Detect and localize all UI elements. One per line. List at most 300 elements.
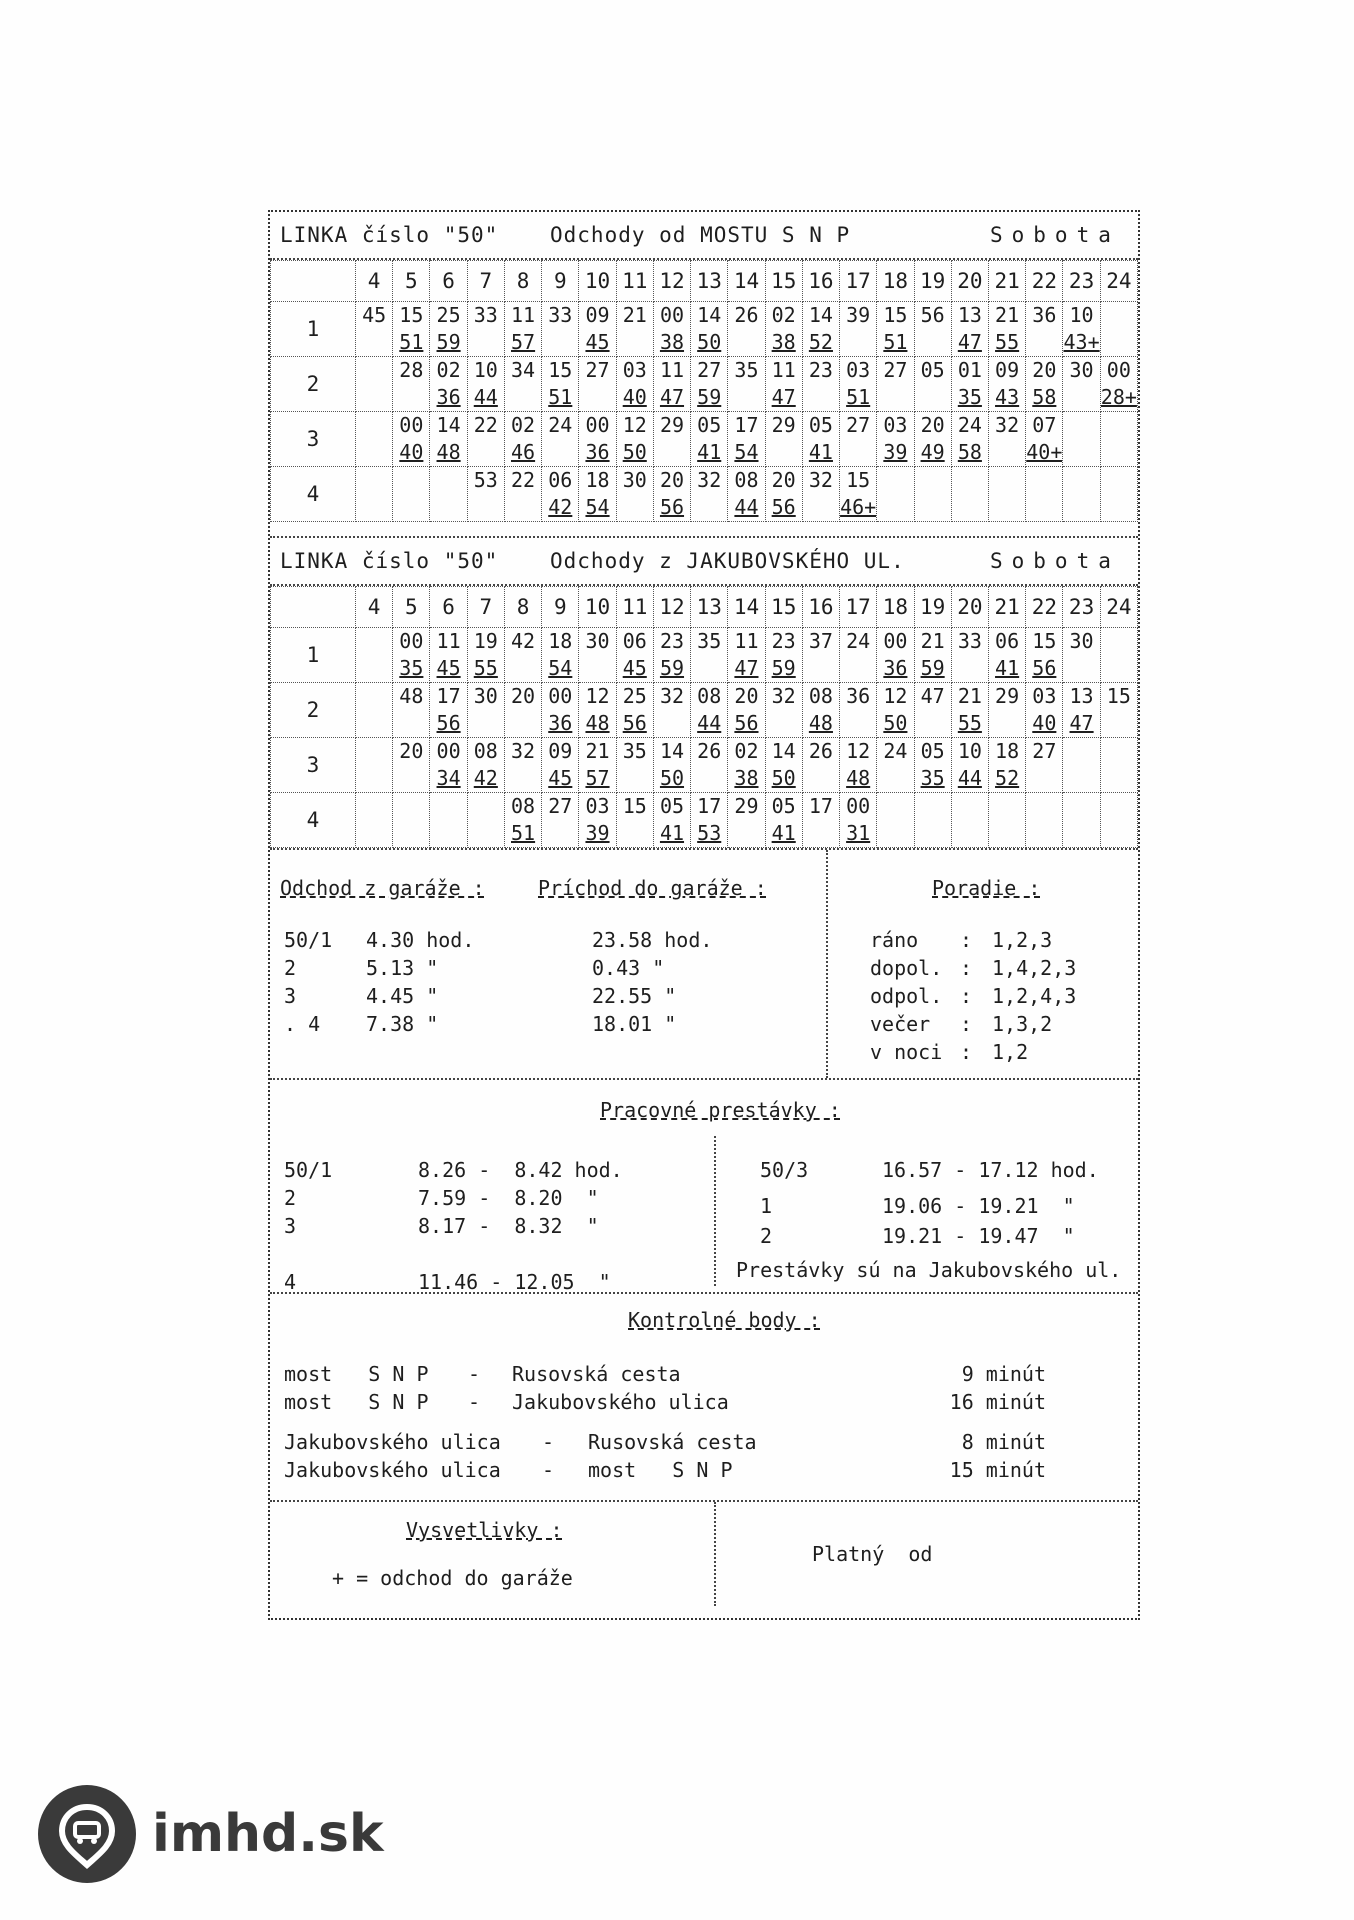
minute-first: 13 — [1069, 684, 1094, 708]
minute-second: 44 — [697, 711, 722, 735]
minute-second — [393, 494, 429, 521]
direction-label: Odchody z JAKUBOVSKÉHO UL. — [550, 549, 905, 573]
minute-first: 29 — [995, 684, 1020, 708]
departure-cell — [951, 357, 988, 412]
vehicle-row — [271, 467, 1138, 522]
break-vehicle: 3 — [284, 1214, 297, 1238]
departure-cell — [504, 793, 541, 848]
departure-cell — [1100, 467, 1137, 522]
minute-second — [952, 494, 988, 521]
minute-first — [1063, 467, 1099, 494]
vehicle-number: 2 — [271, 683, 356, 738]
hour-header: 8 — [504, 261, 541, 302]
minute-first: 11 — [734, 629, 759, 653]
minute-second: 40 — [1032, 711, 1057, 735]
departure-cell — [728, 628, 765, 683]
hour-header: 14 — [728, 587, 765, 628]
order-value: 1,2,3 — [992, 928, 1053, 952]
departure-cell — [616, 302, 653, 357]
hour-header: 20 — [951, 261, 988, 302]
departure-cell — [728, 357, 765, 412]
departure-cell — [504, 738, 541, 793]
minute-first — [356, 738, 392, 765]
minute-first: 56 — [920, 303, 945, 327]
minute-first: 10 — [957, 739, 982, 763]
minute-first: 01 — [957, 358, 982, 382]
departure-cell — [728, 302, 765, 357]
hour-header: 7 — [467, 261, 504, 302]
minute-first: 20 — [399, 739, 424, 763]
minute-first: 26 — [808, 739, 833, 763]
departure-cell — [802, 738, 839, 793]
departure-cell — [840, 357, 877, 412]
minute-second — [691, 655, 727, 682]
minute-second: 48 — [585, 711, 610, 735]
departure-cell — [356, 412, 393, 467]
departure-cell — [840, 738, 877, 793]
departure-cell — [691, 628, 728, 683]
minute-second: 42 — [473, 766, 498, 790]
order-time-of-day: dopol. — [870, 956, 943, 980]
departure-cell — [356, 793, 393, 848]
minute-first: 08 — [511, 794, 536, 818]
minute-first — [1063, 738, 1099, 765]
minute-first: 53 — [473, 468, 498, 492]
minute-first: 03 — [883, 413, 908, 437]
minute-first — [468, 793, 504, 820]
hour-header: 16 — [802, 587, 839, 628]
minute-first — [356, 628, 392, 655]
departure-cell — [467, 683, 504, 738]
departure-cell — [1026, 357, 1063, 412]
order-time-of-day: odpol. — [870, 984, 943, 1008]
minute-first: 05 — [808, 413, 833, 437]
departure-cell — [840, 683, 877, 738]
minute-second: 45 — [548, 766, 573, 790]
minute-first: 06 — [548, 468, 573, 492]
departure-cell — [691, 467, 728, 522]
departure-cell — [504, 467, 541, 522]
departure-cell — [914, 793, 951, 848]
departure-cell — [914, 412, 951, 467]
minute-second — [356, 820, 392, 847]
minute-first: 24 — [957, 413, 982, 437]
departure-cell — [877, 738, 914, 793]
minute-first: 00 — [846, 794, 871, 818]
minute-second — [803, 655, 839, 682]
minute-first: 35 — [622, 739, 647, 763]
minute-first: 23 — [659, 629, 685, 653]
departure-cell — [951, 738, 988, 793]
departure-cell — [542, 467, 579, 522]
departure-cell — [542, 793, 579, 848]
breaks-section — [270, 1078, 1138, 1292]
departure-cell — [653, 793, 690, 848]
minute-second: 56 — [1032, 656, 1057, 680]
bus-pin-icon — [38, 1785, 136, 1883]
departure-cell — [765, 628, 802, 683]
hours-row — [271, 261, 1138, 302]
departure-cell — [840, 793, 877, 848]
departure-cell — [1063, 302, 1100, 357]
minute-first: 28 — [399, 358, 424, 382]
departure-cell — [988, 738, 1025, 793]
hour-header: 4 — [356, 261, 393, 302]
departure-cell — [430, 467, 467, 522]
line-title: LINKA číslo "50" — [280, 549, 499, 573]
timetable-header-2 — [270, 538, 1138, 586]
minute-second: 58 — [1032, 385, 1057, 409]
departure-cell — [1063, 628, 1100, 683]
minute-second — [542, 329, 578, 356]
minute-first: 36 — [846, 684, 871, 708]
departures-table-most-snp — [270, 260, 1138, 522]
hour-header: 10 — [579, 261, 616, 302]
minute-second — [1063, 384, 1099, 411]
minute-first: 18 — [585, 468, 610, 492]
minute-first: 00 — [399, 629, 424, 653]
minute-second — [1063, 439, 1099, 466]
minute-second — [989, 820, 1025, 847]
departure-cell — [1100, 357, 1137, 412]
break-vehicle: 2 — [284, 1186, 297, 1210]
checkpoint-duration: 15 minút — [949, 1458, 1046, 1482]
minute-first: 12 — [846, 739, 871, 763]
legend-item: + = odchod do garáže — [332, 1566, 573, 1590]
minute-first: 19 — [473, 629, 498, 653]
minute-second — [505, 494, 541, 521]
minute-second — [989, 494, 1025, 521]
departure-cell — [579, 412, 616, 467]
minute-first: 00 — [1106, 358, 1131, 382]
departure-cell — [988, 683, 1025, 738]
departure-cell — [765, 793, 802, 848]
departure-cell — [988, 467, 1025, 522]
garage-in-time: 0.43 " — [592, 956, 665, 980]
hour-header: 15 — [765, 261, 802, 302]
minute-second — [840, 439, 876, 466]
minute-second — [430, 820, 466, 847]
minute-second — [468, 439, 504, 466]
minute-second — [579, 655, 615, 682]
departure-cell — [914, 357, 951, 412]
minute-second — [1063, 765, 1099, 792]
minute-second: 51 — [399, 330, 424, 354]
minute-second — [1026, 494, 1062, 521]
hour-header: 16 — [802, 261, 839, 302]
minute-first — [356, 467, 392, 494]
minute-first — [430, 467, 466, 494]
departure-cell — [914, 738, 951, 793]
minute-second — [356, 494, 392, 521]
minute-first: 18 — [995, 739, 1020, 763]
departure-cell — [616, 628, 653, 683]
minute-second: 51 — [846, 385, 871, 409]
hour-header: 13 — [691, 587, 728, 628]
minute-second: 59 — [436, 330, 461, 354]
minute-second — [1063, 820, 1099, 847]
vehicle-number: 1 — [271, 628, 356, 683]
departure-cell — [504, 302, 541, 357]
hour-header: 6 — [430, 587, 467, 628]
minute-first: 11 — [771, 358, 796, 382]
minute-second — [356, 439, 392, 466]
checkpoint-dash: - — [468, 1362, 481, 1386]
minute-first: 07 — [1032, 413, 1057, 437]
departure-cell — [877, 357, 914, 412]
break-vehicle: 1 — [760, 1194, 773, 1218]
minute-first: 13 — [957, 303, 982, 327]
departure-cell — [653, 302, 690, 357]
hour-header: 12 — [653, 587, 690, 628]
minute-second: 50 — [883, 711, 908, 735]
hour-header: 21 — [988, 587, 1025, 628]
minute-second — [877, 494, 913, 521]
minute-second: 36 — [548, 711, 573, 735]
departure-cell — [765, 683, 802, 738]
minute-first: 05 — [697, 413, 722, 437]
minute-second: 43 — [995, 385, 1020, 409]
corner-cell — [271, 261, 356, 302]
minute-second — [356, 765, 392, 792]
minute-first: 25 — [622, 684, 647, 708]
minute-first: 15 — [883, 303, 908, 327]
break-time: 16.57 - 17.12 hod. — [882, 1158, 1099, 1182]
hour-header: 14 — [728, 261, 765, 302]
timetable-header-1 — [270, 212, 1138, 260]
minute-second: 59 — [771, 656, 796, 680]
direction-label: Odchody od MOSTU S N P — [550, 223, 851, 247]
departure-cell — [616, 683, 653, 738]
minute-second — [505, 710, 541, 737]
minute-second: 35 — [920, 766, 945, 790]
minute-second: 51 — [883, 330, 908, 354]
imhd-logo — [38, 1785, 384, 1883]
legend-section — [270, 1500, 1138, 1606]
minute-first: 22 — [511, 468, 536, 492]
departure-cell — [430, 412, 467, 467]
minute-second — [915, 820, 951, 847]
departure-cell — [504, 683, 541, 738]
minute-second: 35 — [399, 656, 424, 680]
vehicle-row — [271, 793, 1138, 848]
minute-second — [356, 384, 392, 411]
departure-cell — [542, 302, 579, 357]
order-separator: : — [960, 956, 973, 980]
minute-first: 06 — [622, 629, 647, 653]
minute-second: 41 — [995, 656, 1020, 680]
departure-cell — [840, 302, 877, 357]
departure-cell — [765, 412, 802, 467]
minute-second — [468, 494, 504, 521]
minute-second: 47 — [771, 385, 796, 409]
departure-cell — [728, 412, 765, 467]
minute-first: 00 — [883, 629, 908, 653]
minute-first: 27 — [1032, 739, 1057, 763]
minute-first: 24 — [883, 739, 908, 763]
minute-second — [877, 384, 913, 411]
minute-first: 22 — [473, 413, 498, 437]
minute-second — [393, 384, 429, 411]
minute-first: 21 — [920, 629, 945, 653]
minute-first: 20 — [1032, 358, 1057, 382]
hour-header: 19 — [914, 261, 951, 302]
minute-second — [1101, 494, 1137, 521]
divider — [270, 522, 1138, 538]
minute-first: 21 — [957, 684, 982, 708]
garage-out-title: Odchod z garáže : — [280, 876, 485, 900]
minute-second — [505, 765, 541, 792]
minute-second — [1063, 494, 1099, 521]
minute-second — [468, 820, 504, 847]
departure-cell — [765, 467, 802, 522]
garage-in-time: 22.55 " — [592, 984, 677, 1008]
hour-header: 23 — [1063, 261, 1100, 302]
departure-cell — [1100, 302, 1137, 357]
minute-second: 55 — [473, 656, 498, 680]
minute-first: 25 — [436, 303, 461, 327]
checkpoint-to: Rusovská cesta — [512, 1362, 681, 1386]
departure-cell — [1026, 467, 1063, 522]
departure-cell — [951, 793, 988, 848]
minute-second — [728, 329, 764, 356]
departure-cell — [877, 412, 914, 467]
minute-first: 08 — [734, 468, 759, 492]
vehicle-row — [271, 302, 1138, 357]
garage-in-title: Príchod do garáže : — [538, 876, 767, 900]
minute-first: 12 — [883, 684, 908, 708]
departure-cell — [653, 628, 690, 683]
departure-cell — [914, 302, 951, 357]
minute-first — [915, 793, 951, 820]
minute-second: 51 — [548, 385, 573, 409]
departure-cell — [542, 683, 579, 738]
minute-second — [952, 655, 988, 682]
departure-cell — [988, 302, 1025, 357]
minute-first: 21 — [995, 303, 1020, 327]
minute-first: 06 — [995, 629, 1020, 653]
minute-first: 05 — [920, 358, 945, 382]
corner-cell — [271, 587, 356, 628]
garage-out-time: 4.30 hod. — [366, 928, 475, 952]
minute-first: 35 — [697, 629, 722, 653]
vehicle-number: 4 — [271, 467, 356, 522]
minute-second: 51 — [511, 821, 536, 845]
checkpoint-from: Jakubovského ulica — [284, 1430, 501, 1454]
minute-first: 21 — [585, 739, 610, 763]
minute-first: 10 — [1069, 303, 1094, 327]
minute-second — [393, 710, 429, 737]
minute-second: 56 — [771, 495, 796, 519]
departure-cell — [1026, 793, 1063, 848]
departure-cell — [653, 738, 690, 793]
minute-first: 03 — [846, 358, 871, 382]
hour-header: 21 — [988, 261, 1025, 302]
departure-cell — [653, 412, 690, 467]
hour-header: 7 — [467, 587, 504, 628]
order-value: 1,4,2,3 — [992, 956, 1077, 980]
departure-cell — [616, 357, 653, 412]
departure-cell — [579, 302, 616, 357]
minute-second — [356, 329, 392, 356]
minute-second: 50 — [771, 766, 796, 790]
minute-first: 45 — [362, 303, 387, 327]
minute-second: 46+ — [840, 495, 877, 519]
minute-first: 30 — [585, 629, 610, 653]
hour-header: 19 — [914, 587, 951, 628]
minute-second — [356, 710, 392, 737]
departure-cell — [393, 357, 430, 412]
break-vehicle: 50/3 — [760, 1158, 809, 1182]
checkpoint-dash: - — [542, 1458, 555, 1482]
minute-second — [840, 655, 876, 682]
minute-first: 29 — [734, 794, 759, 818]
minute-second: 50 — [659, 766, 685, 790]
minute-first — [877, 793, 913, 820]
departure-cell — [951, 628, 988, 683]
departure-cell — [430, 793, 467, 848]
vehicle-row — [271, 412, 1138, 467]
minute-second — [1026, 820, 1062, 847]
minute-first: 08 — [697, 684, 722, 708]
minute-second — [617, 329, 653, 356]
order-time-of-day: večer — [870, 1012, 931, 1036]
minute-second — [468, 329, 504, 356]
minute-second: 47 — [734, 656, 759, 680]
minute-second: 38 — [659, 330, 685, 354]
departure-cell — [951, 467, 988, 522]
departure-cell — [504, 628, 541, 683]
hour-header: 24 — [1100, 261, 1137, 302]
minute-first: 30 — [622, 468, 647, 492]
departure-cell — [1063, 357, 1100, 412]
minute-first — [393, 467, 429, 494]
minute-first: 27 — [548, 794, 573, 818]
minute-first: 33 — [473, 303, 498, 327]
departure-cell — [579, 793, 616, 848]
departure-cell — [840, 412, 877, 467]
valid-from-label: Platný od — [812, 1542, 933, 1566]
departure-cell — [356, 738, 393, 793]
minute-second — [766, 439, 802, 466]
minute-second: 28+ — [1100, 385, 1137, 409]
minute-second: 31 — [846, 821, 871, 845]
departure-cell — [393, 302, 430, 357]
departure-cell — [542, 412, 579, 467]
minute-first: 09 — [548, 739, 573, 763]
departure-cell — [356, 357, 393, 412]
order-time-of-day: ráno — [870, 928, 919, 952]
hour-header: 15 — [765, 587, 802, 628]
minute-second: 39 — [585, 821, 610, 845]
departure-cell — [356, 628, 393, 683]
minute-first: 00 — [659, 303, 685, 327]
minute-second — [468, 710, 504, 737]
minute-second — [691, 765, 727, 792]
hour-header: 8 — [504, 587, 541, 628]
minute-first: 15 — [1106, 684, 1131, 708]
minute-second — [542, 439, 578, 466]
minute-second: 59 — [697, 385, 722, 409]
minute-second — [505, 655, 541, 682]
checkpoint-from: most S N P — [284, 1362, 429, 1386]
garage-vehicle: 2 — [284, 956, 297, 980]
minute-first: 09 — [995, 358, 1020, 382]
minute-first: 30 — [1069, 358, 1094, 382]
minute-first — [430, 793, 466, 820]
minute-first: 11 — [659, 358, 685, 382]
minute-second: 36 — [585, 440, 610, 464]
